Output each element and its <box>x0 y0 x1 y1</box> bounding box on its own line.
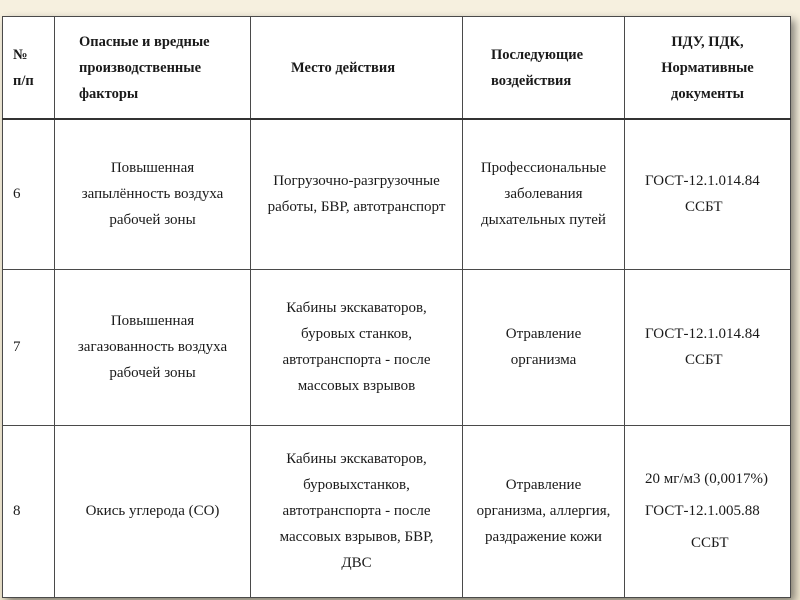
header-place: Место действия <box>251 17 463 120</box>
row-norm: ГОСТ-12.1.014.84 ССБТ <box>625 119 791 269</box>
header-norms: ПДУ, ПДК, Нормативные документы <box>625 17 791 120</box>
table-header-row <box>3 17 791 120</box>
header-num: № п/п <box>3 17 55 120</box>
row-norm: 20 мг/м3 (0,0017%) ГОСТ-12.1.005.88 ССБТ <box>625 425 791 597</box>
header-effects: Последующие воздействия <box>463 17 625 120</box>
row-factor: Повышенная загазованность воздуха рабочей зоны <box>55 269 251 425</box>
row-factor: Окись углерода (СО) <box>55 425 251 597</box>
row-effect: Профессиональные заболевания дыхательных путей <box>463 119 625 269</box>
row-num: 6 <box>3 119 55 269</box>
table-row <box>3 119 791 269</box>
row-norm: ГОСТ-12.1.014.84 ССБТ <box>625 269 791 425</box>
table-frame <box>2 16 791 598</box>
row-num: 7 <box>3 269 55 425</box>
table-row <box>3 425 791 597</box>
row-effect: Отравление организма, аллергия, раздражение кожи <box>463 425 625 597</box>
row-effect: Отравление организма <box>463 269 625 425</box>
row-place: Кабины экскаваторов, буровыхстанков, автотранспорта - после массовых взрывов, БВР, ДВС <box>251 425 463 597</box>
table-row <box>3 269 791 425</box>
row-place: Погрузочно-разгрузочные работы, БВР, автотранспорт <box>251 119 463 269</box>
header-factors: Опасные и вредные производственные факторы <box>55 17 251 120</box>
row-factor: Повышенная запылённость воздуха рабочей зоны <box>55 119 251 269</box>
row-place: Кабины экскаваторов, буровых станков, автотранспорта - после массовых взрывов <box>251 269 463 425</box>
row-num: 8 <box>3 425 55 597</box>
hazard-factors-table <box>2 16 791 598</box>
